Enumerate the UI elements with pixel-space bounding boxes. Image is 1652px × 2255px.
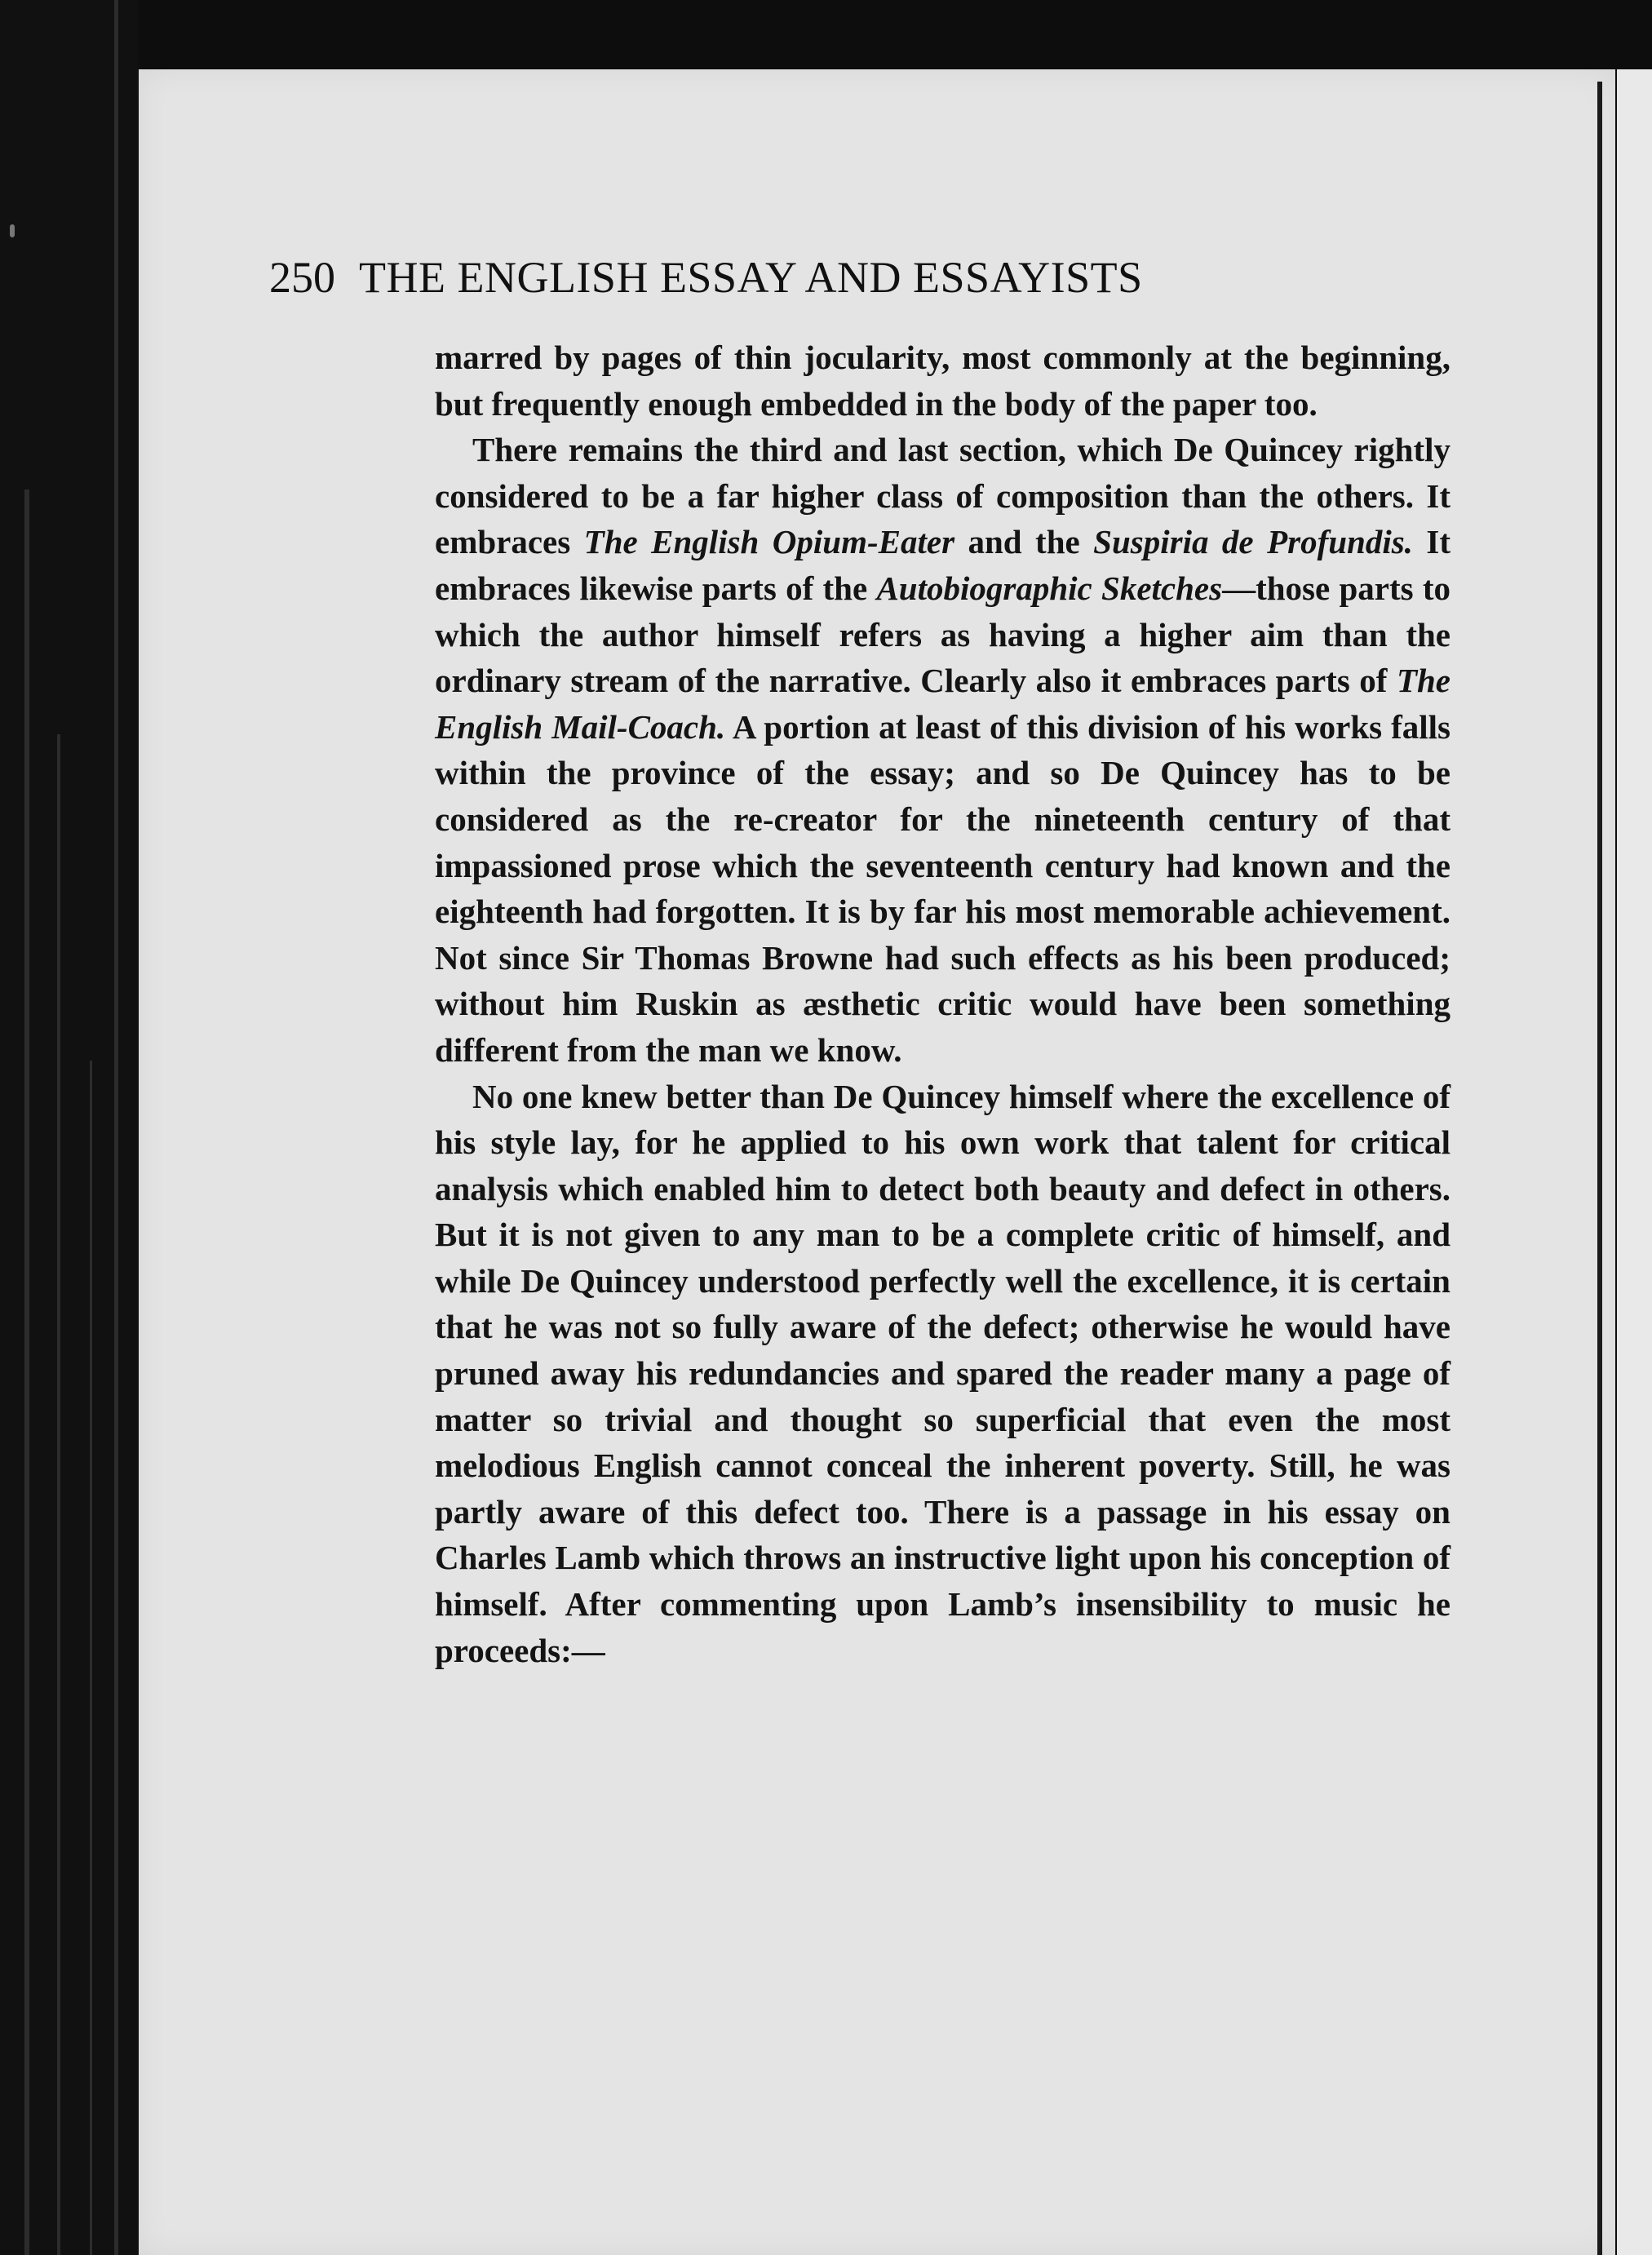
scan-artifact [10, 224, 15, 237]
paragraph-text: There remains the third and last section, which De Quincey rightly considered to be a far higher class of composition than the others. It embraces [435, 431, 1450, 561]
paragraph-text: A portion at least of this division of his works falls within the province of the essay; and so De Quincey has to be considered as the re-creator for the nineteenth century of that impassioned prose which the seventeenth century had known and the eighteenth had forgotten. It is by far his most memorable achievement. Not since Sir Thomas Browne had such effects as his been produced; without him Ruskin as æsthetic critic would have been something different from the man we know. [435, 707, 1450, 1069]
page-number: 250 [269, 253, 335, 302]
paragraph-text: marred by pages of thin jocularity, most commonly at the beginning, but frequently enough embedded in the body of the paper too. [435, 339, 1450, 423]
italic-title-text: The English Opium-Eater [583, 523, 955, 561]
paragraph [435, 427, 1450, 1073]
paragraph [435, 334, 1450, 427]
paragraph-text: and the [954, 523, 1094, 561]
running-header [269, 245, 1428, 310]
paragraph-text: It embraces likewise parts of the [435, 523, 1450, 607]
binding-gutter [0, 0, 139, 2255]
paragraph-text: —those parts to which the author himself refers as having a higher aim than the ordinary stream of the narrative. Clearly also it embraces parts of [435, 569, 1450, 700]
body-text [435, 334, 1450, 1673]
binding-stripe [24, 490, 29, 2255]
italic-title-text: Autobiographic Sketches [876, 569, 1223, 607]
italic-title-text: Suspiria de Profundis. [1093, 523, 1413, 561]
paragraph-text: No one knew better than De Quincey himself where the excellence of his style lay, for he applied to his own work that talent for critical analysis which enabled him to detect both beauty and defect in others. But it is not given to any man to be a complete critic of himself, and while De Quincey understood perfectly well the excellence, it is certain that he was not so fully aware of the defect; otherwise he would have pruned away his redundancies and spared the reader many a page of matter so trivial and thought so superficial that even the most melodious English cannot conceal the inherent poverty. Still, he was partly aware of this defect too. There is a passage in his essay on Charles Lamb which throws an instructive light upon his conception of himself. After commenting upon Lamb’s insensibility to music he proceeds:— [435, 1077, 1450, 1669]
next-page-edge [1617, 69, 1652, 2255]
binding-stripe [114, 0, 118, 2255]
page-edge-rule [1597, 82, 1602, 2255]
running-title: THE ENGLISH ESSAY AND ESSAYISTS [359, 253, 1143, 302]
paragraph [435, 1074, 1450, 1674]
binding-stripe [90, 1061, 92, 2255]
italic-title-text: The English Mail-Coach. [435, 662, 1450, 746]
binding-stripe [57, 734, 60, 2255]
